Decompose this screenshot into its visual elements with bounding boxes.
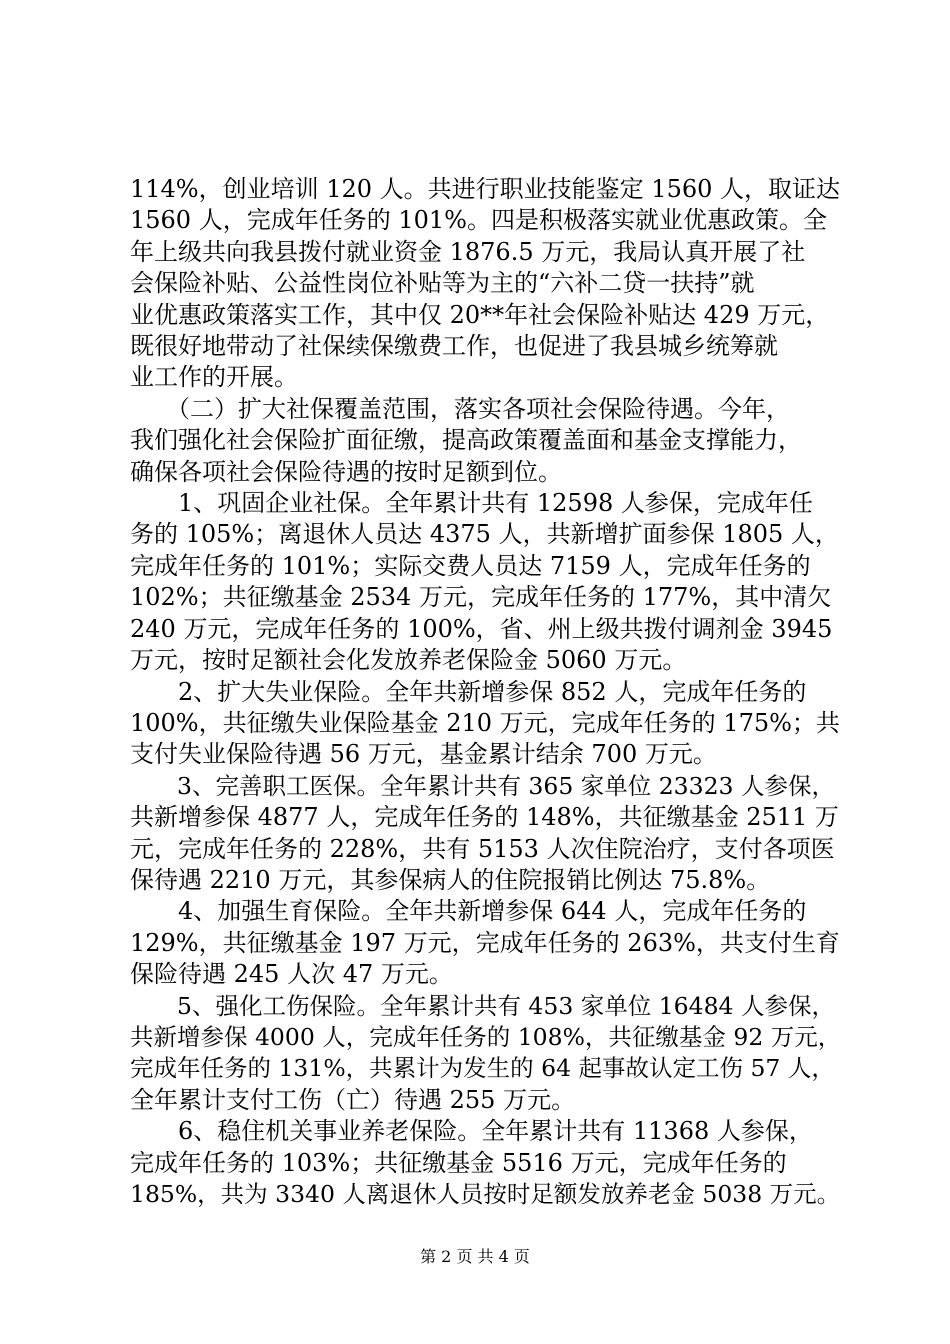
document-body [130, 174, 846, 1210]
text-line: 完成年任务的 103%；共征缴基金 5516 万元，完成年任务的 [130, 1148, 787, 1177]
item-heading-line: 2、扩大失业保险。全年共新增参保 852 人，完成年任务的 [130, 677, 807, 706]
text-line: 240 万元，完成年任务的 100%，省、州上级共拨付调剂金 3945 [130, 614, 833, 643]
text-line: 102%；共征缴基金 2534 万元，完成年任务的 177%，其中清欠 [130, 583, 832, 612]
text-line: 全年累计支付工伤（亡）待遇 255 万元。 [130, 1085, 576, 1114]
text-line: 共新增参保 4000 人，完成年任务的 108%，共征缴基金 92 万元， [130, 1022, 842, 1051]
text-line: 务的 105%；离退休人员达 4375 人，共新增扩面参保 1805 人， [130, 520, 839, 549]
text-line: 114%，创业培训 120 人。共进行职业技能鉴定 1560 人，取证达 [130, 175, 841, 203]
body-text [130, 174, 846, 1210]
text-line: 1560 人，完成年任务的 101%。四是积极落实就业优惠政策。全 [130, 206, 827, 235]
text-line: 年上级共向我县拨付就业资金 1876.5 万元，我局认真开展了社 [130, 237, 806, 266]
text-line: 完成年任务的 101%；实际交费人员达 7159 人，完成年任务的 [130, 551, 811, 580]
item-heading-line: 5、强化工伤保险。全年累计共有 453 家单位 16484 人参保， [130, 991, 835, 1020]
text-line: 我们强化社会保险扩面征缴，提高政策覆盖面和基金支撑能力， [130, 426, 802, 455]
text-line: 100%，共征缴失业保险基金 210 万元，完成年任务的 175%；共 [130, 708, 840, 737]
page-footer [0, 1244, 950, 1267]
section-heading-line: （二）扩大社保覆盖范围，落实各项社会保险待遇。今年， [130, 394, 790, 423]
item-heading-line: 1、巩固企业社保。全年累计共有 12598 人参保，完成年任 [130, 489, 813, 518]
text-line: 支付失业保险待遇 56 万元，基金累计结余 700 万元。 [130, 740, 717, 769]
text-line: 业优惠政策落实工作，其中仅 20**年社会保险补贴达 429 万元， [130, 300, 830, 329]
text-line: 完成年任务的 131%，共累计为发生的 64 起事故认定工伤 57 人， [130, 1054, 835, 1083]
page-number-label: 第 2 页 共 4 页 [420, 1247, 530, 1266]
text-line: 129%，共征缴基金 197 万元，完成年任务的 263%，共支付生育 [130, 928, 840, 957]
text-line: 确保各项社会保险待遇的按时足额到位。 [130, 457, 562, 486]
text-line: 185%，共为 3340 人离退休人员按时足额发放养老金 5038 万元。 [130, 1180, 841, 1208]
text-line: 会保险补贴、公益性岗位补贴等为主的“六补二贷一扶持”就 [130, 269, 755, 298]
text-line: 保待遇 2210 万元，其参保病人的住院报销比例达 75.8%。 [130, 865, 771, 894]
text-line: 既很好地带动了社保续保缴费工作，也促进了我县城乡统筹就 [130, 332, 778, 361]
item-heading-line: 3、完善职工医保。全年累计共有 365 家单位 23323 人参保， [130, 771, 835, 800]
text-line: 元，完成年任务的 228%，共有 5153 人次住院治疗，支付各项医 [130, 834, 835, 863]
item-heading-line: 4、加强生育保险。全年共新增参保 644 人，完成年任务的 [130, 897, 807, 926]
text-line: 保险待遇 245 人次 47 万元。 [130, 960, 453, 989]
item-heading-line: 6、稳住机关事业养老保险。全年累计共有 11368 人参保， [130, 1117, 813, 1146]
text-line: 共新增参保 4877 人，完成年任务的 148%，共征缴基金 2511 万 [130, 803, 839, 832]
text-line: 万元，按时足额社会化发放养老保险金 5060 万元。 [130, 646, 687, 675]
text-line: 业工作的开展。 [130, 363, 298, 392]
